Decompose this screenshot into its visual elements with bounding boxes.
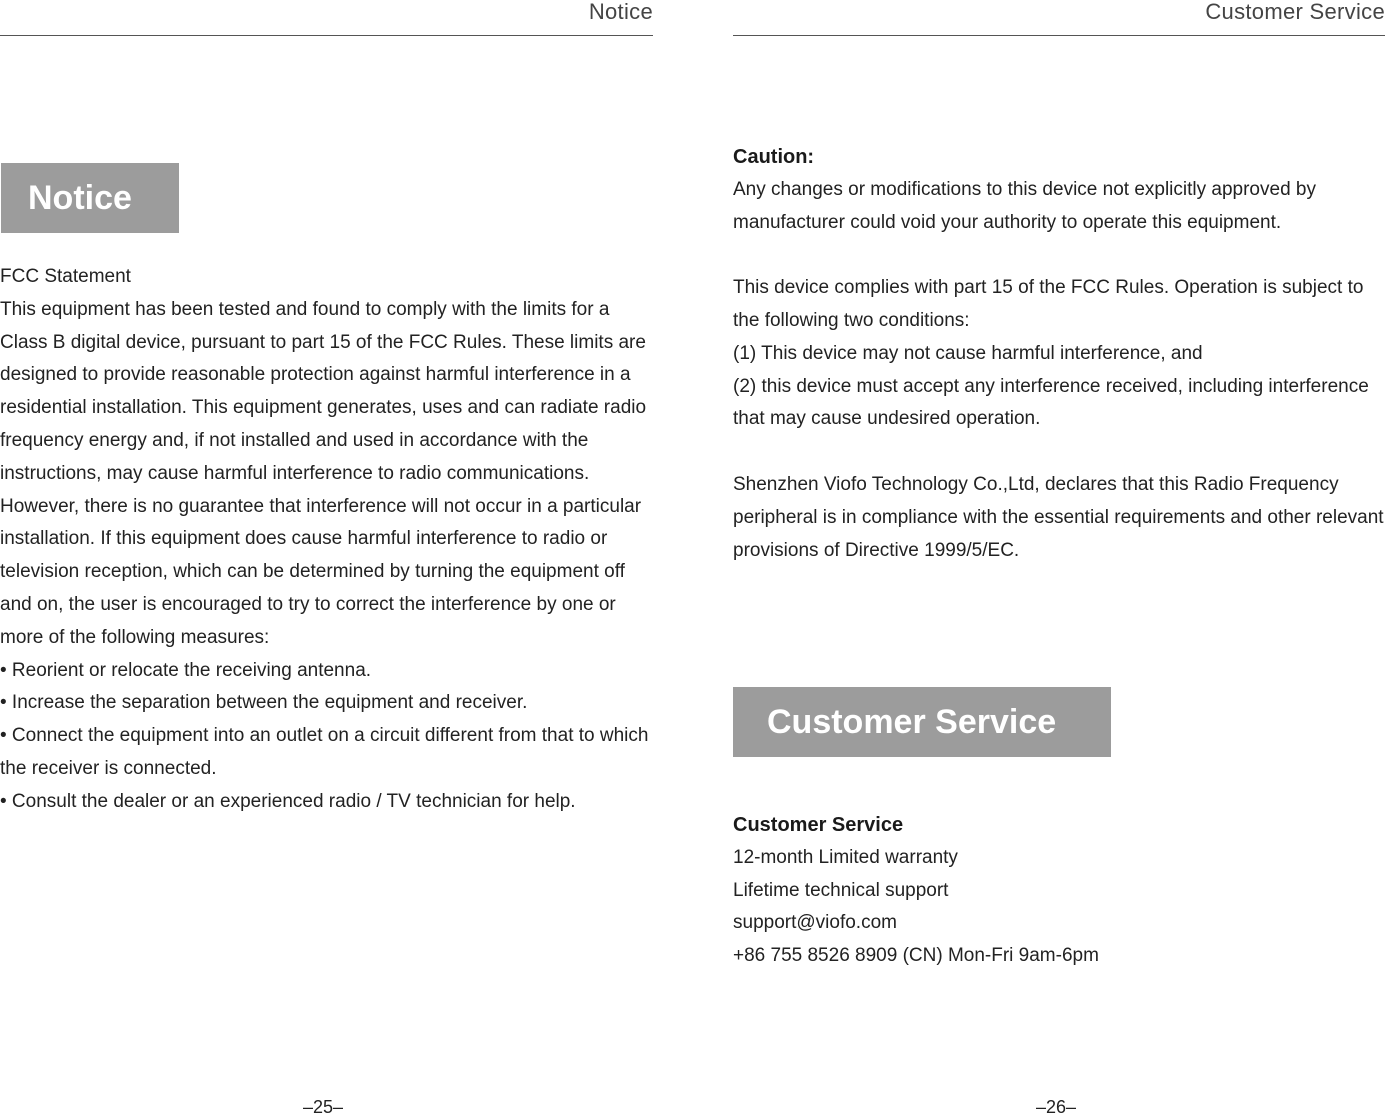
support-email: support@viofo.com xyxy=(733,912,897,934)
right-page xyxy=(733,0,1390,1116)
fcc-statement-paragraph: This equipment has been tested and found to comply with the limits for a Class B digital device, pursuant to part 15 of the FCC Rules. These limits are designed to provide reasonable protection against harmful interference in a residential installation. This equipment generates, uses and can radiate radio frequency energy and, if not installed and used in accordance with the instructions, may cause harmful interference to radio communications. However, there is no guarantee that interference will not occur in a particular installation. If this equipment does cause harmful interference to radio or television reception, which can be determined by turning the equipment off and on, the user is encouraged to try to correct the interference by one or more of the following measures: xyxy=(0,298,647,648)
condition-1: (1) This device may not cause harmful interference, and xyxy=(733,342,1203,364)
page-number-right: –26– xyxy=(1036,1097,1077,1117)
measure-bullet: • Consult the dealer or an experienced radio / TV technician for help. xyxy=(0,790,576,812)
fcc-statement-block xyxy=(0,261,660,819)
measure-bullet: • Increase the separation between the equipment and receiver. xyxy=(0,692,528,714)
customer-service-block xyxy=(733,809,1333,973)
measure-bullet: • Reorient or relocate the receiving antenna. xyxy=(0,659,372,681)
running-head-right: Customer Service xyxy=(1205,0,1385,24)
measure-bullet: • Connect the equipment into an outlet on a circuit different from that to which the receiver is connected. xyxy=(0,725,649,779)
fcc-statement-title: FCC Statement xyxy=(0,266,131,287)
compliance-intro: This device complies with part 15 of the FCC Rules. Operation is subject to the following two conditions: xyxy=(733,277,1364,331)
running-head-left: Notice xyxy=(588,0,653,24)
warranty-line: 12-month Limited warranty xyxy=(733,846,958,868)
paragraph-gap xyxy=(733,239,1390,272)
support-phone: +86 755 8526 8909 (CN) Mon-Fri 9am-6pm xyxy=(733,945,1099,967)
page-number-left: –25– xyxy=(303,1097,344,1117)
header-rule-left xyxy=(0,35,653,36)
support-line: Lifetime technical support xyxy=(733,879,949,901)
customer-service-banner: Customer Service xyxy=(733,687,1111,757)
caution-block xyxy=(733,141,1390,567)
left-page xyxy=(0,0,660,1116)
caution-text: Any changes or modifications to this device not explicitly approved by manufacturer could void your authority to operate this equipment. xyxy=(733,178,1316,233)
header-rule-right xyxy=(733,35,1385,36)
customer-service-title: Customer Service xyxy=(733,814,904,836)
caution-title: Caution: xyxy=(733,146,815,168)
condition-2: (2) this device must accept any interference received, including interference that may cause undesired operation. xyxy=(733,375,1369,430)
declaration-text: Shenzhen Viofo Technology Co.,Ltd, declares that this Radio Frequency peripheral is in compliance with the essential requirements and other relevant provisions of Directive 1999/5/EC. xyxy=(733,473,1384,561)
notice-banner: Notice xyxy=(1,163,179,233)
paragraph-gap xyxy=(733,436,1390,469)
